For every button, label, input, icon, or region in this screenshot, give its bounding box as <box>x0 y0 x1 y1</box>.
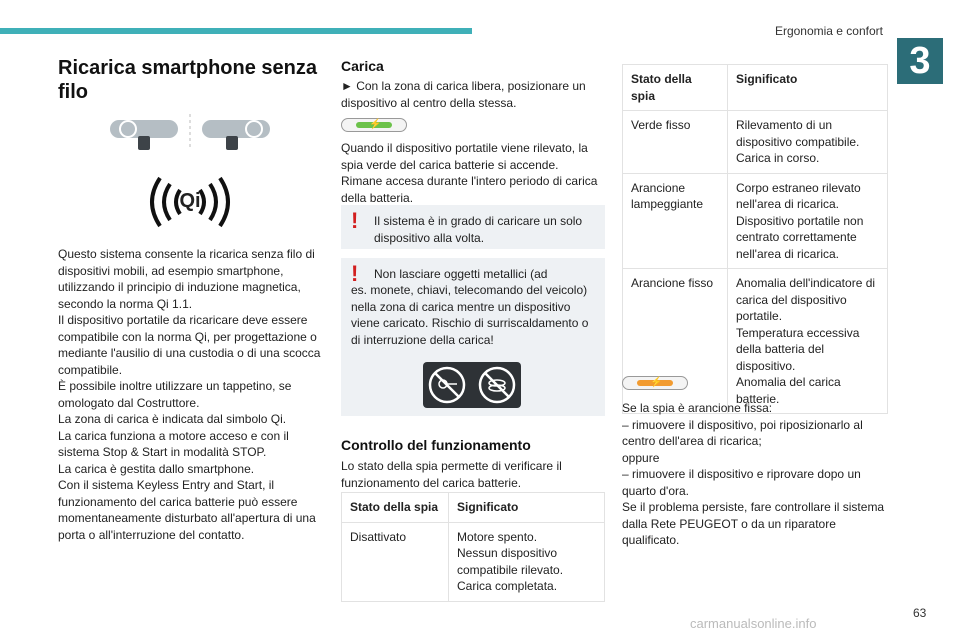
qi-label: Qi <box>179 190 201 212</box>
warning-icon: ! <box>351 261 359 286</box>
section-title: Ergonomia e confort <box>774 24 883 38</box>
table-header-meaning: Significato <box>728 65 888 111</box>
col3-text <box>622 400 888 549</box>
table-cell-state: Verde fisso <box>623 111 728 174</box>
status-table-1 <box>341 492 605 602</box>
warning-text-2-rest: es. monete, chiavi, telecomando del veicolo) nella zona di carica mentre un dispositivo viene caricato. Rischio di surriscaldamento o di interruzione della carica! <box>351 283 589 347</box>
table-header-meaning: Significato <box>449 493 605 523</box>
col1-line-5: Con il sistema Keyless Entry and Start, il funzionamento del carica batterie può essere momentaneamente disturbato all'apertura di una porta o all'interruzione del contatto. <box>58 478 316 542</box>
charge-bolt-icon: ⚡ <box>369 119 382 130</box>
green-lamp-indicator <box>341 118 407 132</box>
check-paragraph: Lo stato della spia permette di verificare il funzionamento del carica batterie. <box>341 459 562 490</box>
watermark: carmanualsonline.info <box>690 616 817 631</box>
heading-check: Controllo del funzionamento <box>341 437 531 453</box>
orange-lamp-indicator <box>622 376 688 390</box>
table-cell-meaning: Motore spento. Nessun dispositivo compatibile rilevato. Carica completata. <box>449 522 605 601</box>
col3-line-1: – rimuovere il dispositivo, poi riposizionarlo al centro dell'area di ricarica; <box>622 417 863 448</box>
page-number: 63 <box>913 606 927 620</box>
table-row <box>623 173 888 269</box>
page-title: Ricarica smartphone senza filo <box>58 57 317 103</box>
warning-text-1: Il sistema è in grado di caricare un solo dispositivo alla volta. <box>374 214 583 245</box>
no-metal-objects-icon <box>423 362 521 408</box>
intro-paragraph: Questo sistema consente la ricarica senza filo di dispositivi mobili, ad esempio smartphone, utilizzando il principio di induzione magnetica, secondo la norma Qi 1.1. <box>58 247 315 311</box>
status-table-2 <box>622 64 888 414</box>
table-header-state: Stato della spia <box>623 65 728 111</box>
column-1 <box>58 246 322 543</box>
heading-charge: Carica <box>341 58 384 74</box>
table-row <box>342 522 605 601</box>
col1-line-4: La carica è gestita dallo smartphone. <box>58 461 255 476</box>
col1-line-3: La carica funziona a motore acceso e con il sistema Stop & Start in modalità STOP. <box>58 428 289 459</box>
column-2 <box>341 0 605 640</box>
table-row <box>623 111 888 174</box>
col3-line-3: – rimuovere il dispositivo e riprovare dopo un quarto d'ora. <box>622 467 861 498</box>
warning-icon: ! <box>351 208 359 233</box>
table-cell-state: Disattivato <box>342 522 449 601</box>
charge-step: ► Con la zona di carica libera, posizionare un dispositivo al centro della stessa. <box>341 79 586 110</box>
col3-line-2: oppure <box>622 450 660 465</box>
detect-paragraph: Quando il dispositivo portatile viene rilevato, la spia verde del carica batterie si accende. Rimane accesa durante l'intero periodo di carica della batteria. <box>341 141 598 205</box>
table-cell-meaning: Rilevamento di un dispositivo compatibile. Carica in corso. <box>728 111 888 174</box>
table-cell-state: Arancione fisso <box>623 269 728 414</box>
table-cell-meaning: Anomalia dell'indicatore di carica del dispositivo portatile. Temperatura eccessiva della batteria del dispositivo. Anomalia del carica batterie. <box>728 269 888 414</box>
table-header-state: Stato della spia <box>342 493 449 523</box>
col1-line-1: È possibile inoltre utilizzare un tappetino, se omologato dal Costruttore. <box>58 379 292 410</box>
table-cell-meaning: Corpo estraneo rilevato nell'area di ricarica. Dispositivo portatile non centrato correttamente nell'area di ricarica. <box>728 173 888 269</box>
charge-bolt-icon: ⚡ <box>650 377 663 388</box>
col1-line-2: La zona di carica è indicata dal simbolo Qi. <box>58 412 287 426</box>
table-cell-state: Arancione lampeggiante <box>623 173 728 269</box>
warning-text-2-first: Non lasciare oggetti metallici (ad <box>374 267 548 281</box>
col3-line-0: Se la spia è arancione fissa: <box>622 401 773 415</box>
chapter-badge: 3 <box>897 38 943 84</box>
steering-wheel-illustration <box>108 112 280 152</box>
column-3 <box>622 0 888 640</box>
table-row <box>623 269 888 414</box>
col1-line-0: Il dispositivo portatile da ricaricare deve essere compatibile con la norma Qi, per progettazione o mediante l'ausilio di una custodia o di una scocca compatibile. <box>58 313 321 377</box>
warning-box-2 <box>341 258 605 416</box>
warning-box-1 <box>341 205 605 249</box>
col3-line-4: Se il problema persiste, fare controllare il sistema dalla Rete PEUGEOT o da un riparatore qualificato. <box>622 500 885 547</box>
